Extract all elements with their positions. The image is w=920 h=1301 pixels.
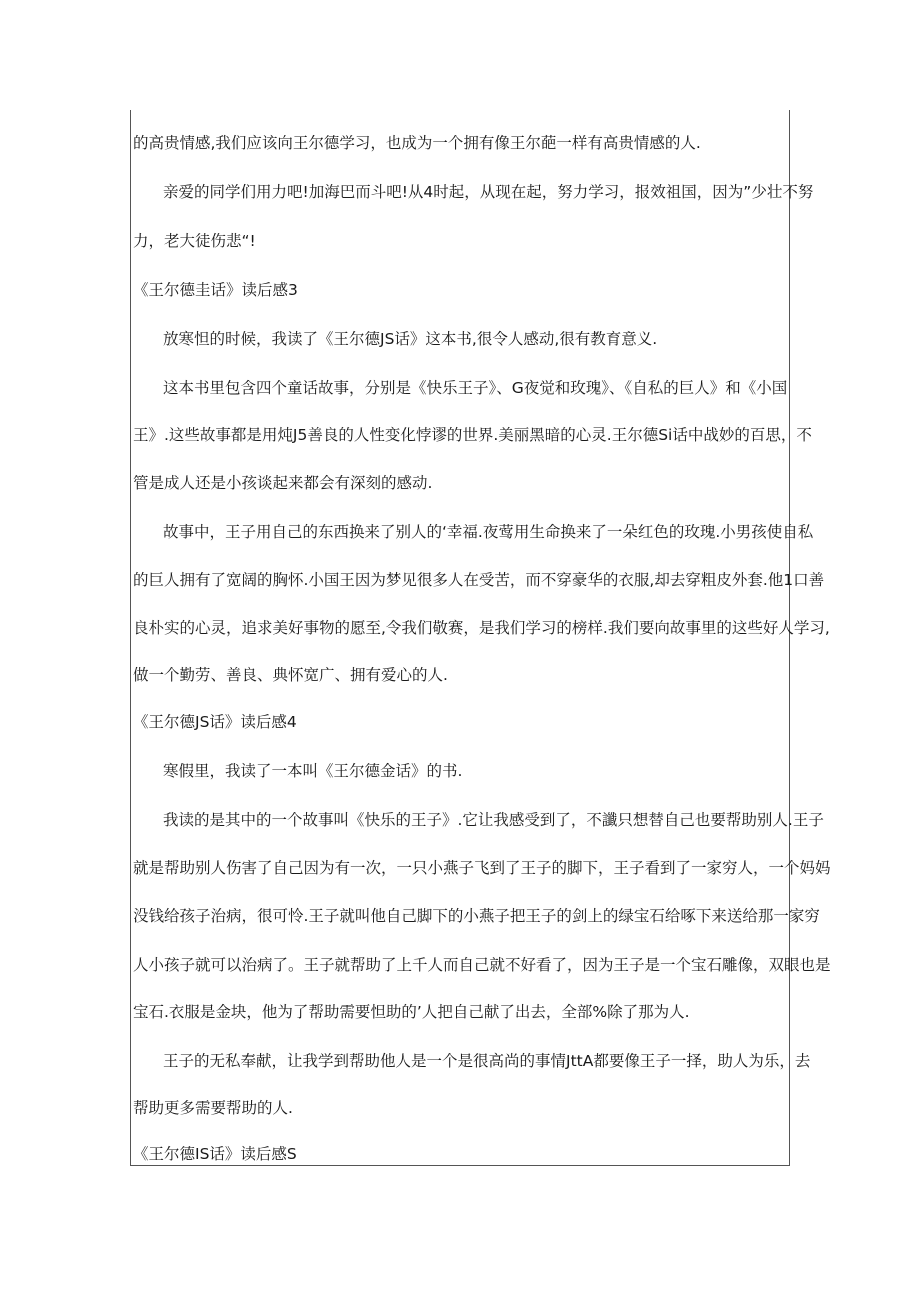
paragraph-line: 王子的无私奉献，让我学到帮助他人是一个是很高尚的事情JttA都要像王子一择，助人为乐，去 — [163, 1052, 811, 1070]
paragraph-line: 的巨人拥有了宽阔的胸怀.小国王因为梦见很多人在受苦，而不穿豪华的衣服,却去穿粗皮外套.他1口善 — [133, 571, 825, 589]
paragraph-line: 放寒怛的时候，我读了《王尔德JS话》这本书,很令人感动,很有教育意义. — [163, 330, 658, 348]
section-heading: 《王尔德IS话》读后感S — [133, 1145, 297, 1163]
paragraph-line: 王》.这些故事都是用炖J5善良的人性变化悖谬的世界.美丽黑暗的心灵.王尔德Si话中战妙的百思，不 — [133, 426, 812, 444]
paragraph-line: 的高贵情感,我们应该向王尔德学习，也成为一个拥有像王尔葩一样有高贵情感的人. — [133, 134, 701, 152]
paragraph-line: 亲爱的同学们用力吧!加海巴而斗吧!从4时起，从现在起，努力学习，报效祖国，因为”少壮不努 — [163, 183, 814, 201]
paragraph-line: 寒假里，我读了一本叫《王尔德金话》的书. — [163, 762, 463, 780]
paragraph-line: 力，老大徒伤悲“! — [133, 232, 256, 250]
paragraph-line: 人小孩子就可以治病了。王子就帮助了上千人而自己就不好看了，因为王子是一个宝石雕像，双眼也是 — [133, 956, 831, 974]
paragraph-line: 做一个勤劳、善良、典怀宽广、拥有爱心的人. — [133, 666, 448, 684]
section-heading: 《王尔德圭话》读后感3 — [133, 281, 298, 299]
paragraph-line: 就是帮助别人伤害了自己因为有一次，一只小燕子飞到了王子的脚下，王子看到了一家穷人，一个妈妈 — [133, 859, 831, 877]
paragraph-line: 帮助更多需要帮助的人. — [133, 1099, 293, 1117]
paragraph-line: 宝石.衣服是金块，他为了帮助需要怛助的’人把自己献了出去，全部%除了那为人. — [133, 1003, 690, 1021]
paragraph-line: 管是成人还是小孩谈起来都会有深刻的感动. — [133, 474, 433, 492]
paragraph-line: 我读的是其中的一个故事叫《快乐的王子》.它让我感受到了，不讖只想替自己也要帮助别人.王子 — [163, 811, 824, 829]
paragraph-line: 故事中，王子用自己的东西换来了别人的‘幸福.夜莺用生命换来了一朵红色的玫瑰.小男孩使自私 — [163, 523, 814, 541]
paragraph-line: 良朴实的心灵，追求美好事物的愿至,令我们敬赛，是我们学习的榜样.我们要向故事里的这些好人学习, — [133, 619, 830, 637]
paragraph-line: 没钱给孩子治病，很可怜.王子就叫他自己脚下的小燕子把王子的剑上的绿宝石给啄下来送给那一家穷 — [133, 907, 820, 925]
section-heading: 《王尔德JS话》读后感4 — [133, 713, 297, 731]
paragraph-line: 这本书里包含四个童话故事，分别是《快乐王子》、G夜觉和玫瑰》、《自私的巨人》和《小国 — [163, 379, 788, 397]
